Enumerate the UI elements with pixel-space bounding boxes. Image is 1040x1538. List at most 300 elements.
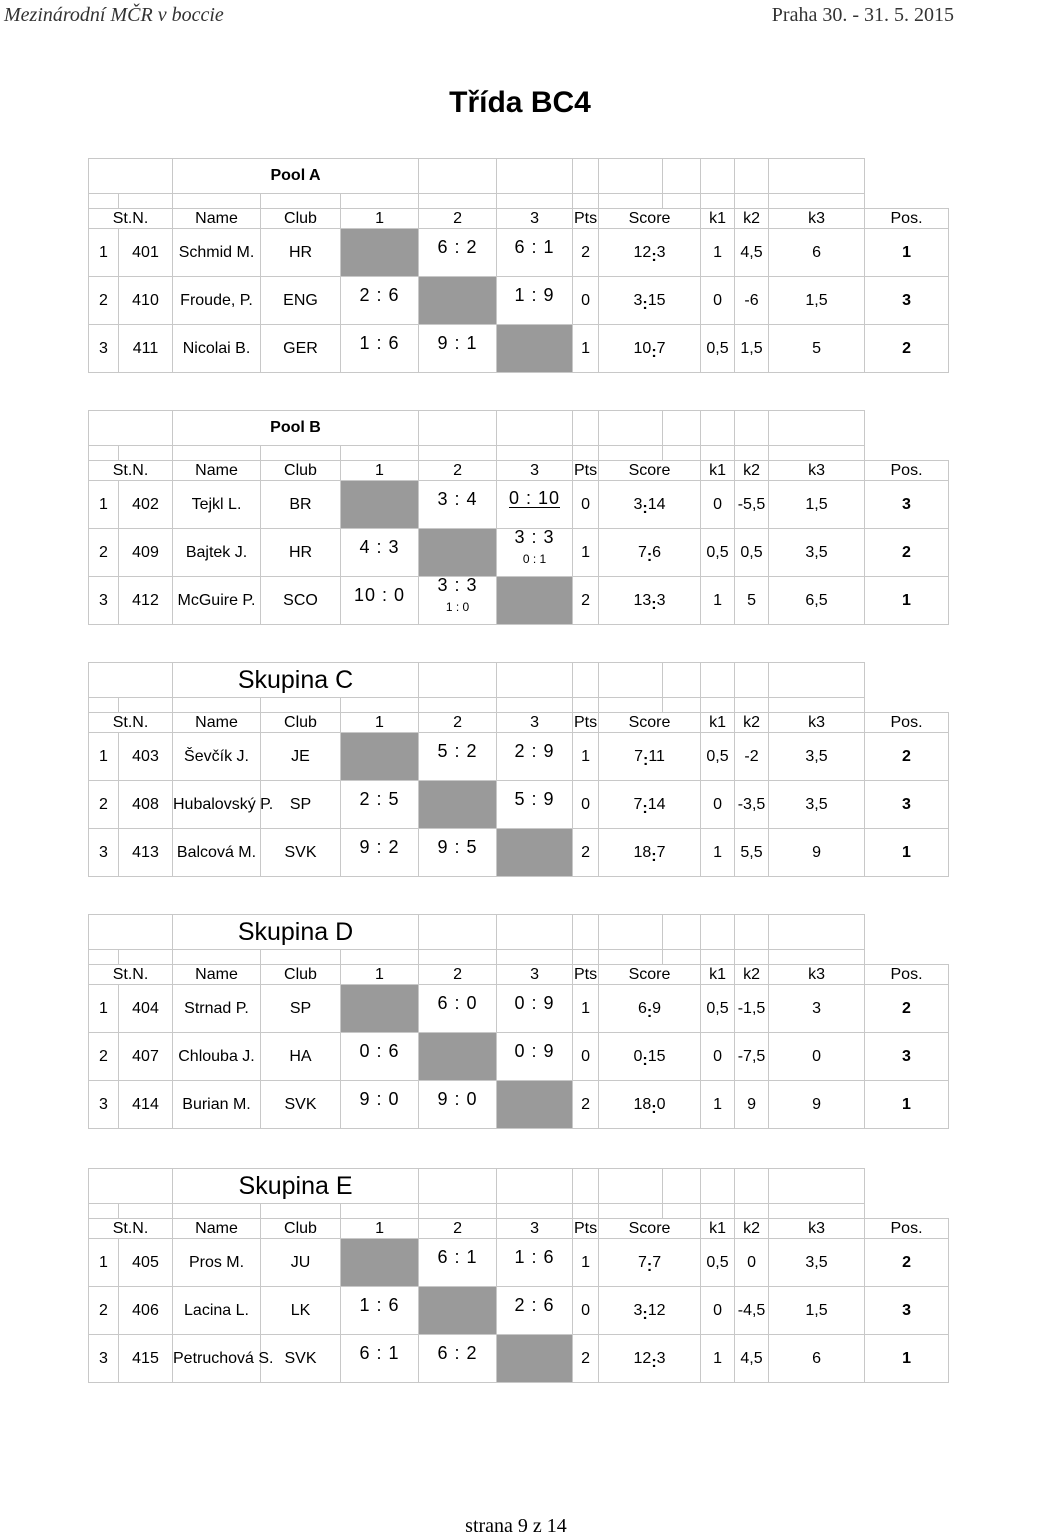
column-header: Club (261, 461, 341, 481)
empty-cell (663, 1204, 701, 1219)
empty-cell (599, 698, 663, 713)
match-result (419, 481, 497, 529)
pool-title: Skupina D (173, 915, 419, 950)
row-index: 3 (89, 829, 119, 877)
match-score (341, 838, 418, 856)
final-position: 2 (865, 1239, 949, 1287)
column-header: Score (599, 461, 701, 481)
k2-value: 5,5 (735, 829, 769, 877)
self-match-cell (341, 985, 419, 1033)
empty-cell (701, 915, 735, 950)
column-header: Pos. (865, 713, 949, 733)
player-name: Hubalovský P. (173, 781, 261, 829)
row-index: 1 (89, 985, 119, 1033)
empty-cell (735, 159, 769, 194)
empty-cell (769, 663, 865, 698)
self-match-cell (341, 229, 419, 277)
k3-value: 3,5 (769, 529, 865, 577)
score-for: 2 (514, 1294, 526, 1315)
column-header: Pts (573, 461, 598, 479)
row-index: 2 (89, 529, 119, 577)
club-code: JU (261, 1239, 341, 1287)
empty-cell (769, 915, 865, 950)
score-for: 9 (437, 332, 449, 353)
final-position: 1 (865, 1335, 949, 1383)
match-result (341, 829, 419, 877)
column-header: 2 (419, 713, 497, 733)
empty-cell (419, 411, 497, 446)
points: 1 (573, 325, 599, 373)
k3-value: 1,5 (769, 1287, 865, 1335)
match-score (497, 1042, 572, 1060)
score-against-total: 7 (656, 339, 666, 357)
empty-cell (701, 194, 735, 209)
spacer-row (89, 698, 949, 713)
club-code: JE (261, 733, 341, 781)
column-header: Name (173, 713, 261, 733)
empty-cell (341, 446, 419, 461)
score-text: 2 : 5 (359, 788, 400, 809)
start-number: 406 (119, 1287, 173, 1335)
match-score (419, 334, 496, 352)
empty-cell (573, 663, 599, 698)
empty-cell (89, 1204, 119, 1219)
k2-value: 9 (735, 1081, 769, 1129)
score-against-total: 11 (648, 747, 665, 765)
empty-cell (89, 194, 119, 209)
club-code: SP (261, 985, 341, 1033)
empty-cell (701, 1204, 735, 1219)
empty-cell (119, 698, 173, 713)
score-text: 6 : 2 (437, 236, 478, 257)
match-result (341, 1335, 419, 1383)
score-text: 5 : 2 (437, 740, 478, 761)
empty-cell (573, 915, 599, 950)
k2-value: -4,5 (735, 1287, 769, 1335)
k1-value: 0 (701, 1033, 735, 1081)
score-against-total: 12 (647, 1301, 666, 1319)
column-header: k1 (701, 209, 735, 229)
pool-table-1 (88, 158, 949, 373)
score-total (599, 577, 701, 625)
k1-value: 0,5 (701, 1239, 735, 1287)
empty-cell (419, 194, 497, 209)
points: 1 (573, 733, 599, 781)
row-index: 3 (89, 1081, 119, 1129)
match-result (419, 229, 497, 277)
empty-cell (419, 1169, 497, 1204)
score-text: 3 : 3 (437, 574, 478, 595)
score-for-total: 13 (633, 591, 652, 609)
column-header: Club (261, 1219, 341, 1239)
empty-cell (173, 194, 261, 209)
score-total (599, 1287, 701, 1335)
column-header-row (89, 1219, 949, 1239)
self-match-cell (419, 529, 497, 577)
self-match-cell (341, 733, 419, 781)
empty-cell (497, 915, 573, 950)
match-result (497, 1033, 573, 1081)
k1-value: 0,5 (701, 325, 735, 373)
k3-value: 0 (769, 1033, 865, 1081)
pool-title-row (89, 663, 949, 698)
score-separator: : (651, 343, 657, 361)
score-for: 3 (514, 526, 526, 547)
start-number: 413 (119, 829, 173, 877)
final-position: 2 (865, 733, 949, 781)
empty-cell (599, 194, 663, 209)
score-against: 3 (543, 526, 555, 547)
empty-cell (599, 159, 663, 194)
pool-title-row (89, 1169, 949, 1204)
column-header: k3 (769, 461, 865, 481)
column-header: Pos. (865, 965, 949, 985)
points: 1 (573, 1239, 599, 1287)
score-total (599, 481, 701, 529)
empty-cell (769, 446, 865, 461)
score-text: 0 : 9 (514, 1040, 555, 1061)
empty-cell (573, 411, 599, 446)
score-separator: : (651, 1099, 657, 1117)
start-number: 410 (119, 277, 173, 325)
match-result (419, 1081, 497, 1129)
club-code: ENG (261, 277, 341, 325)
score-for: 9 (437, 836, 449, 857)
column-header: Name (173, 965, 261, 985)
k3-value: 6 (769, 1335, 865, 1383)
column-header: 2 (419, 1219, 497, 1239)
match-score (497, 489, 572, 508)
score-for-total: 12 (633, 243, 652, 261)
points: 0 (573, 481, 599, 529)
k3-value: 9 (769, 1081, 865, 1129)
match-score (341, 1296, 418, 1314)
empty-cell (769, 194, 865, 209)
score-against: 9 (543, 992, 555, 1013)
empty-cell (497, 446, 573, 461)
spacer-row (89, 446, 949, 461)
k2-value: -2 (735, 733, 769, 781)
empty-cell (769, 950, 865, 965)
score-for: 0 (508, 488, 520, 508)
table-row (89, 781, 949, 829)
score-text: 5 : 9 (514, 788, 555, 809)
pool-table-5 (88, 1168, 949, 1383)
match-result (341, 1287, 419, 1335)
row-index: 2 (89, 277, 119, 325)
score-for-total: 18 (633, 1095, 652, 1113)
column-header: k2 (735, 209, 769, 229)
pool-title: Pool B (173, 411, 419, 446)
column-header-row (89, 209, 949, 229)
score-against: 0 (394, 584, 406, 605)
score-for-total: 7 (637, 543, 647, 561)
score-total (599, 1239, 701, 1287)
row-index: 3 (89, 577, 119, 625)
empty-cell (341, 1204, 419, 1219)
event-title: Mezinárodní MČR v boccie (4, 4, 224, 26)
final-position: 3 (865, 481, 949, 529)
match-score (341, 286, 418, 304)
empty-cell (419, 663, 497, 698)
score-for: 5 (437, 740, 449, 761)
player-name: Chlouba J. (173, 1033, 261, 1081)
club-code: SCO (261, 577, 341, 625)
page-title: Třída BC4 (449, 86, 591, 119)
empty-cell (735, 446, 769, 461)
pool-table-3 (88, 662, 949, 877)
match-score (497, 742, 572, 760)
match-result (419, 985, 497, 1033)
self-match-cell (341, 1239, 419, 1287)
empty-cell (663, 1169, 701, 1204)
empty-cell (701, 950, 735, 965)
score-for-total: 10 (633, 339, 652, 357)
column-header: St.N. (89, 1219, 173, 1239)
pool-title-row (89, 411, 949, 446)
column-header: Pts (573, 209, 598, 227)
match-result (341, 577, 419, 625)
empty-cell (769, 411, 865, 446)
empty-cell (663, 950, 701, 965)
empty-cell (599, 950, 663, 965)
empty-cell (735, 411, 769, 446)
score-text: 9 : 0 (359, 1088, 400, 1109)
table-row (89, 229, 949, 277)
club-code: SVK (261, 1335, 341, 1383)
score-text: 0 : 10 (508, 488, 561, 508)
column-header: 3 (497, 461, 573, 481)
match-score (419, 576, 496, 594)
match-score (497, 1296, 572, 1314)
empty-cell (119, 1204, 173, 1219)
club-code: BR (261, 481, 341, 529)
match-score (341, 334, 418, 352)
row-index: 1 (89, 1239, 119, 1287)
club-code: HR (261, 229, 341, 277)
column-header-row (89, 713, 949, 733)
final-position: 1 (865, 829, 949, 877)
k1-value: 0 (701, 481, 735, 529)
score-against: 0 (388, 1088, 400, 1109)
score-for: 2 (359, 284, 371, 305)
final-position: 2 (865, 985, 949, 1033)
score-against-total: 3 (656, 243, 666, 261)
empty-cell (599, 915, 663, 950)
empty-cell (573, 950, 599, 965)
empty-cell (769, 1204, 865, 1219)
event-date: Praha 30. - 31. 5. 2015 (771, 4, 954, 26)
points: 1 (573, 529, 599, 577)
match-result (341, 1081, 419, 1129)
standings-table (88, 158, 949, 373)
spacer-cell (89, 159, 173, 194)
column-header: Club (261, 965, 341, 985)
score-for: 10 (353, 584, 376, 605)
match-result (497, 733, 573, 781)
table-row (89, 577, 949, 625)
score-for-total: 3 (633, 1301, 643, 1319)
points: 0 (573, 1033, 599, 1081)
empty-cell (119, 446, 173, 461)
table-row (89, 829, 949, 877)
empty-cell (261, 950, 341, 965)
self-match-cell (419, 781, 497, 829)
column-header: Score (599, 713, 701, 733)
score-for: 4 (359, 536, 371, 557)
score-text: 6 : 1 (514, 236, 555, 257)
empty-cell (497, 194, 573, 209)
empty-cell (89, 446, 119, 461)
column-header: Score (599, 965, 701, 985)
column-header: St.N. (89, 461, 173, 481)
score-total (599, 229, 701, 277)
score-for: 6 (437, 1342, 449, 1363)
empty-cell (599, 446, 663, 461)
self-match-cell (497, 1335, 573, 1383)
points: 0 (573, 1287, 599, 1335)
column-header: k2 (735, 461, 769, 481)
empty-cell (599, 1204, 663, 1219)
match-score (341, 1090, 418, 1108)
match-score (497, 790, 572, 808)
score-against: 6 (388, 332, 400, 353)
empty-cell (261, 698, 341, 713)
match-result (497, 781, 573, 829)
column-header: Pos. (865, 209, 949, 229)
match-result (341, 277, 419, 325)
player-name: Pros M. (173, 1239, 261, 1287)
empty-cell (173, 698, 261, 713)
column-header: k2 (735, 713, 769, 733)
k2-value: -1,5 (735, 985, 769, 1033)
k2-value: 5 (735, 577, 769, 625)
column-header: Club (261, 209, 341, 229)
score-for-total: 0 (633, 1047, 643, 1065)
empty-cell (497, 1169, 573, 1204)
empty-cell (173, 1204, 261, 1219)
score-text: 0 : 9 (514, 992, 555, 1013)
self-match-cell (341, 481, 419, 529)
score-for: 1 (514, 1246, 526, 1267)
column-header: Pos. (865, 461, 949, 481)
score-for: 6 (359, 1342, 371, 1363)
column-header: k3 (769, 713, 865, 733)
start-number: 408 (119, 781, 173, 829)
score-text: 3 : 4 (437, 488, 478, 509)
standings-table (88, 410, 949, 625)
standings-table (88, 1168, 949, 1383)
score-text: 1 : 6 (514, 1246, 555, 1267)
score-total (599, 733, 701, 781)
player-name: Balcová M. (173, 829, 261, 877)
score-total (599, 781, 701, 829)
empty-cell (261, 446, 341, 461)
points: 2 (573, 1335, 599, 1383)
match-result (497, 985, 573, 1033)
empty-cell (119, 950, 173, 965)
score-against: 6 (388, 1040, 400, 1061)
score-for-total: 3 (633, 495, 643, 513)
column-header: 3 (497, 713, 573, 733)
match-result (419, 1239, 497, 1287)
column-header: k1 (701, 461, 735, 481)
empty-cell (663, 411, 701, 446)
empty-cell (663, 446, 701, 461)
points: 0 (573, 781, 599, 829)
points: 2 (573, 577, 599, 625)
empty-cell (735, 950, 769, 965)
empty-cell (701, 1169, 735, 1204)
k1-value: 1 (701, 1335, 735, 1383)
column-header: k1 (701, 965, 735, 985)
empty-cell (419, 1204, 497, 1219)
empty-cell (769, 698, 865, 713)
row-index: 1 (89, 229, 119, 277)
row-index: 1 (89, 481, 119, 529)
k2-value: -3,5 (735, 781, 769, 829)
club-code: LK (261, 1287, 341, 1335)
score-against-total: 6 (652, 543, 662, 561)
empty-cell (419, 159, 497, 194)
self-match-cell (497, 325, 573, 373)
match-result (419, 829, 497, 877)
spacer-cell (89, 411, 173, 446)
score-against: 6 (543, 1246, 555, 1267)
k2-value: -6 (735, 277, 769, 325)
score-total (599, 277, 701, 325)
tiebreak-score: 1 : 0 (445, 599, 470, 614)
score-separator: : (646, 1003, 653, 1021)
column-header: 2 (419, 461, 497, 481)
column-header: 3 (497, 1219, 573, 1239)
score-against: 1 (543, 236, 555, 257)
score-text: 9 : 5 (437, 836, 478, 857)
final-position: 3 (865, 1287, 949, 1335)
score-against: 2 (466, 1342, 478, 1363)
empty-cell (735, 1204, 769, 1219)
score-for-total: 7 (634, 747, 643, 765)
score-for: 0 (359, 1040, 371, 1061)
match-result (497, 229, 573, 277)
score-against: 2 (466, 740, 478, 761)
column-header: 3 (497, 209, 573, 229)
match-score (341, 790, 418, 808)
score-for-total: 12 (633, 1349, 652, 1367)
table-row (89, 481, 949, 529)
score-text: 0 : 6 (359, 1040, 400, 1061)
k3-value: 5 (769, 325, 865, 373)
empty-cell (701, 411, 735, 446)
score-total (599, 1335, 701, 1383)
score-against: 5 (388, 788, 400, 809)
spacer-cell (89, 663, 173, 698)
spacer-cell (89, 1169, 173, 1204)
player-name: Strnad P. (173, 985, 261, 1033)
start-number: 415 (119, 1335, 173, 1383)
score-against-total: 7 (652, 1253, 662, 1271)
start-number: 401 (119, 229, 173, 277)
k3-value: 1,5 (769, 481, 865, 529)
score-separator: : (646, 1257, 653, 1275)
k3-value: 3,5 (769, 781, 865, 829)
k1-value: 0,5 (701, 985, 735, 1033)
score-separator: : (651, 595, 657, 613)
match-score (419, 1090, 496, 1108)
score-for: 0 (514, 992, 526, 1013)
k1-value: 0 (701, 1287, 735, 1335)
score-for: 5 (514, 788, 526, 809)
